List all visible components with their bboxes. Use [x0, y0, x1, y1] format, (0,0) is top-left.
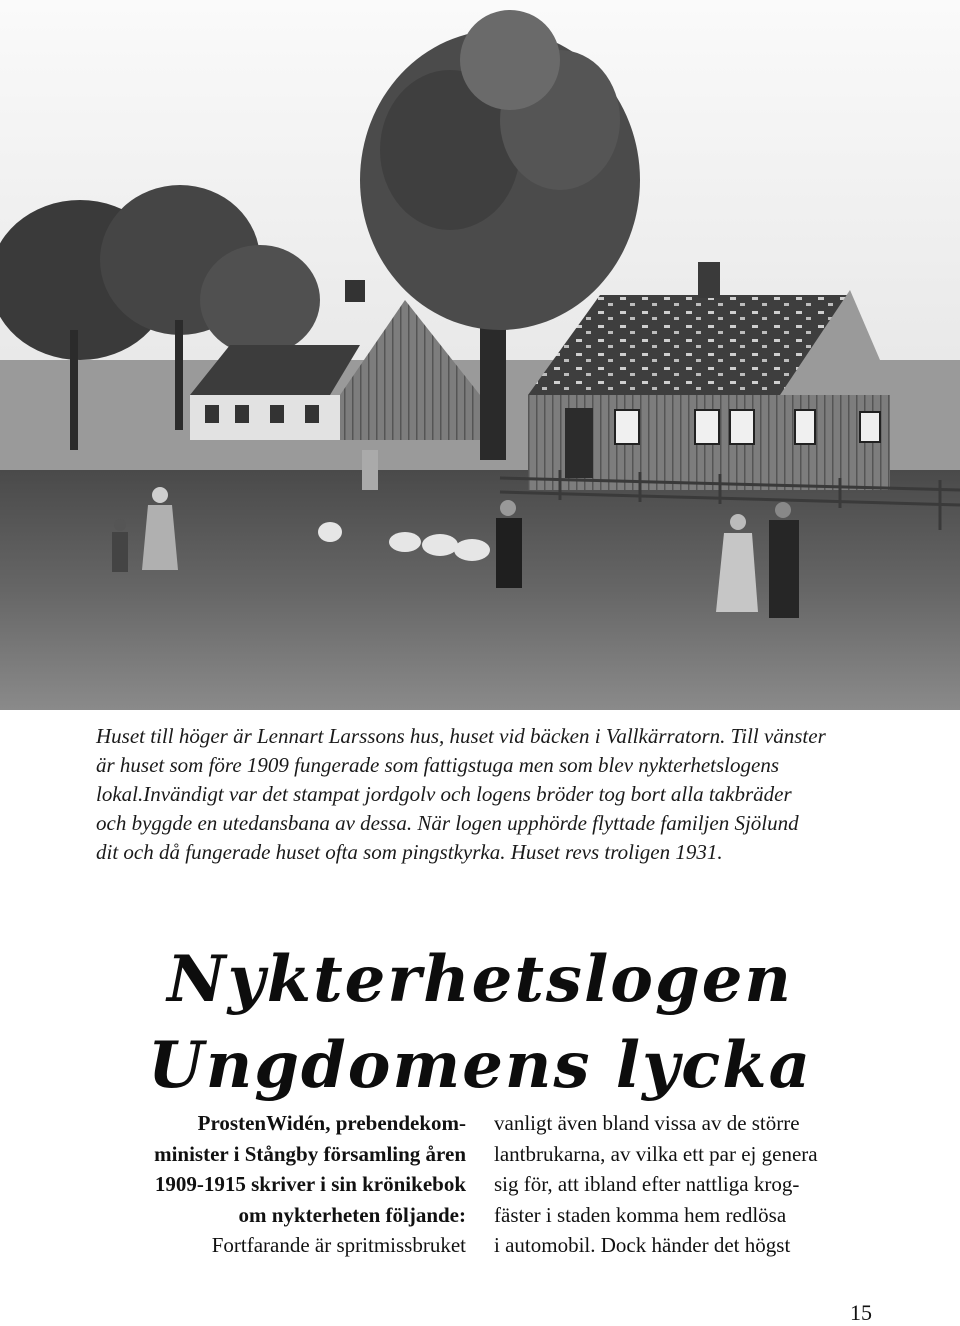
- column-line: lantbrukarna, av vilka ett par ej genera: [494, 1141, 818, 1166]
- column-line: fäster i staden komma hem redlösa: [494, 1202, 787, 1227]
- article-column-left: [94, 1108, 466, 1261]
- caption-line: lokal.Invändigt var det stampat jordgolv och logens bröder tog bort alla takbräder: [96, 782, 792, 806]
- caption-line: och byggde en utedansbana av dessa. När logen upphörde flyttade familjen Sjölund: [96, 811, 799, 835]
- column-line: ProstenWidén, prebendekom-: [197, 1111, 466, 1135]
- column-line: Fortfarande är spritmissbruket: [211, 1233, 466, 1257]
- column-line: om nykterheten följande:: [238, 1202, 466, 1227]
- column-line: vanligt även bland vissa av de större: [494, 1111, 800, 1135]
- column-line: 1909-1915 skriver i sin krönikebok: [154, 1172, 466, 1196]
- caption-line: är huset som före 1909 fungerade som fattigstuga men som blev nykterhetslogens: [96, 753, 780, 777]
- column-line: i automobil. Dock händer det högst: [494, 1233, 791, 1257]
- photo-caption: [96, 722, 864, 867]
- article-title-line-2: Ungdomens lycka: [147, 1028, 813, 1103]
- caption-line: Huset till höger är Lennart Larssons hus, huset vid bäcken i Vallkärratorn. Till vänster: [96, 724, 826, 748]
- column-line: sig för, att ibland efter nattliga krog-: [494, 1172, 800, 1196]
- caption-line: dit och då fungerade huset ofta som pingstkyrka. Huset revs troligen 1931.: [96, 840, 723, 864]
- column-line: minister i Stångby församling åren: [154, 1141, 466, 1166]
- article-title-line-1: Nykterhetslogen: [167, 942, 793, 1017]
- page-number: 15: [850, 1300, 872, 1325]
- article-column-right: [494, 1108, 866, 1261]
